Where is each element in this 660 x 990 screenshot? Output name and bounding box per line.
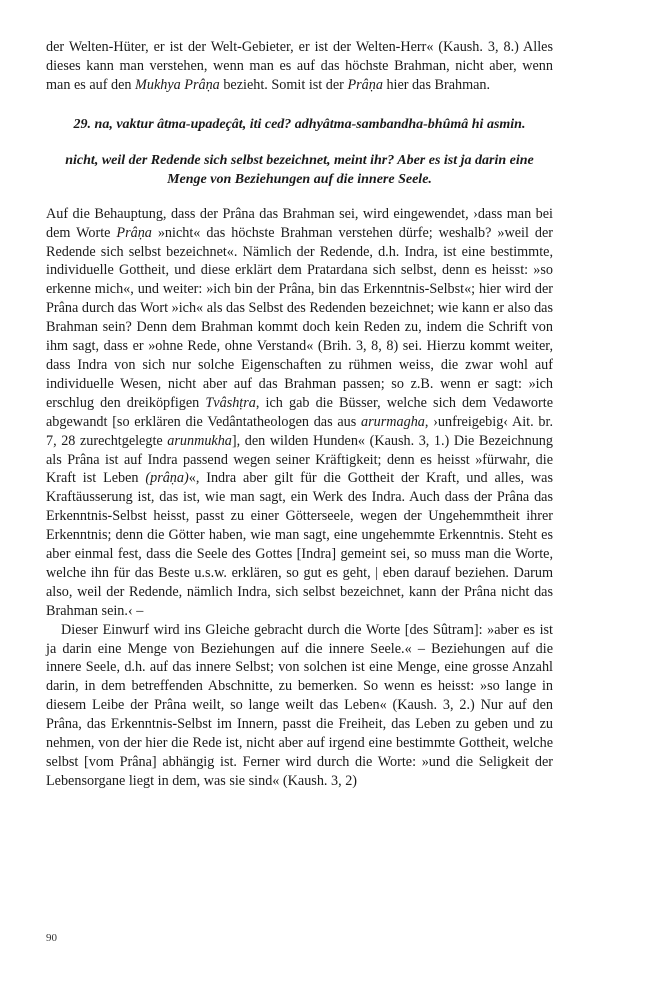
italic-term: (prâṇa) <box>145 470 189 487</box>
text-run: hier das Brahman. <box>382 76 491 93</box>
text-run: «, Indra aber gilt für die Gottheit der Kraft, und alles, was Kraftäusserung ist, das ist, wie man sagt, ein Werk des Indra. Auch dass der Prâna das Erkenntnis-Selbst heisst, passt zu einer Götterseele, wegen der Ungehemmtheit ihrer Erkenntnis; denn die Götter haben, wie man sagt, eine ungehemmte Erkenntnis. Steht es aber einmal fest, dass die Seele des Gottes [Indra] gemeint sei, so muss man die Worte, welche ihn für das Beste u.s.w. erklären, so gut es geht, | eben darauf beziehen. Darum also, weil der Redende, nämlich Indra, sich selbst bezeichnet, kann der Prâna nicht das Brahman sein.‹ – <box>46 470 553 619</box>
commentary-paragraph-2 <box>46 621 553 791</box>
sutra-heading: 29. na, vaktur âtma-upadeçât, iti ced? adhyâtma-sambandha-bhûmâ hi asmin. <box>73 116 526 132</box>
page-number: 90 <box>46 932 57 944</box>
text-run: Auf die Behauptung, dass der Prâna das Brahman sei, wird eingewendet, ›dass man bei dem Worte <box>46 205 553 241</box>
sutra-translation: nicht, weil der Redende sich selbst bezeichnet, meint ihr? Aber es ist ja darin eine Menge von Beziehungen auf die innere Seele. <box>65 152 534 187</box>
text-run: der Welten-Hüter, er ist der Welt-Gebieter, er ist der Welten-Herr« (Kaush. 3, 8.) Alles dieses kann man verstehen, wenn man es auf das höchste Brahman, nicht aber, wenn man es auf den <box>46 39 553 93</box>
commentary-paragraph-1 <box>46 205 553 621</box>
text-run: »nicht« das höchste Brahman verstehen dürfe; weshalb? »weil der Redende sich selbst bezeichnet«. Nämlich der Redende, d.h. Indra, ist eine bestimmte, individuelle Gottheit, und diese erklärt dem Pratardana sich selbst, denn es heisst: »so erkenne mich«, und weiter: »ich bin der Prâna, bin das Erkenntnis-Selbst«; hier wird der Prâna durch das Wort »ich« als das Selbst des Redenden bezeichnet; wie kann er also das Brahman sein? Denn dem Brahman kommt doch kein Reden zu, indem die Schrift von ihm sagt, dass er »ohne Rede, ohne Verstand« (Brih. 3, 8, 8) sei. Hierzu kommt weiter, dass Indra von sich nur solche Eigenschaften zu rühmen weiss, die zwar wohl auf individuelle Wesen, nicht aber auf das Brahman passen; so z.B. wenn er sagt: »ich erschlug den dreiköpfigen <box>46 224 553 411</box>
text-run: Dieser Einwurf wird ins Gleiche gebracht durch die Worte [des Sûtram]: »aber es ist ja darin eine Menge von Beziehungen auf die innere Seele.« – Beziehungen auf die innere Seele, d.h. auf das innere Selbst; von solchen ist eine Menge, eine grosse Anzahl darin, in dem betreffenden Abschnitte, zu bemerken. So wenn es heisst: »so lange in diesem Leibe der Prâna weilt, so lange weilt das Leben« (Kaush. 3, 2.) Nur auf den Prâna, das Erkenntnis-Selbst im Innern, passt die Freiheit, das Leben zu geben und zu nehmen, von der hier die Rede ist, nicht aber auf irgend eine bestimmte Gottheit, welche selbst [vom Prâna] abhängig ist. Ferner wird durch die Worte: »und die Seligkeit der Lebensorgane liegt in dem, was sie sind« (Kaush. 3, 2) <box>46 621 553 789</box>
text-run: , ›unfreigebig‹ Ait. br. 7, 28 zurechtgelegte <box>46 413 553 449</box>
italic-term: Mukhya Prâṇa <box>135 76 220 93</box>
italic-term: Tvâshṭra <box>205 394 256 411</box>
italic-term: Prâṇa <box>116 224 152 241</box>
text-run: bezieht. Somit ist der <box>219 76 348 93</box>
top-paragraph <box>46 38 553 95</box>
italic-term: arunmukha <box>167 432 232 449</box>
text-run: , ich gab die Büsser, welche sich dem Vedaworte abgewandt [so erklären die Vedântatheologen das aus <box>46 394 553 430</box>
page-body <box>46 38 553 791</box>
text-run: ], den wilden Hunden« (Kaush. 3, 1.) Die Bezeichnung als Prâna ist auf Indra passend wegen seiner Kräftigkeit; denn es heisst »fürwahr, die Kraft ist Leben <box>46 432 553 487</box>
italic-term: arurmagha <box>361 413 425 430</box>
italic-term: Prâṇa <box>347 76 383 93</box>
